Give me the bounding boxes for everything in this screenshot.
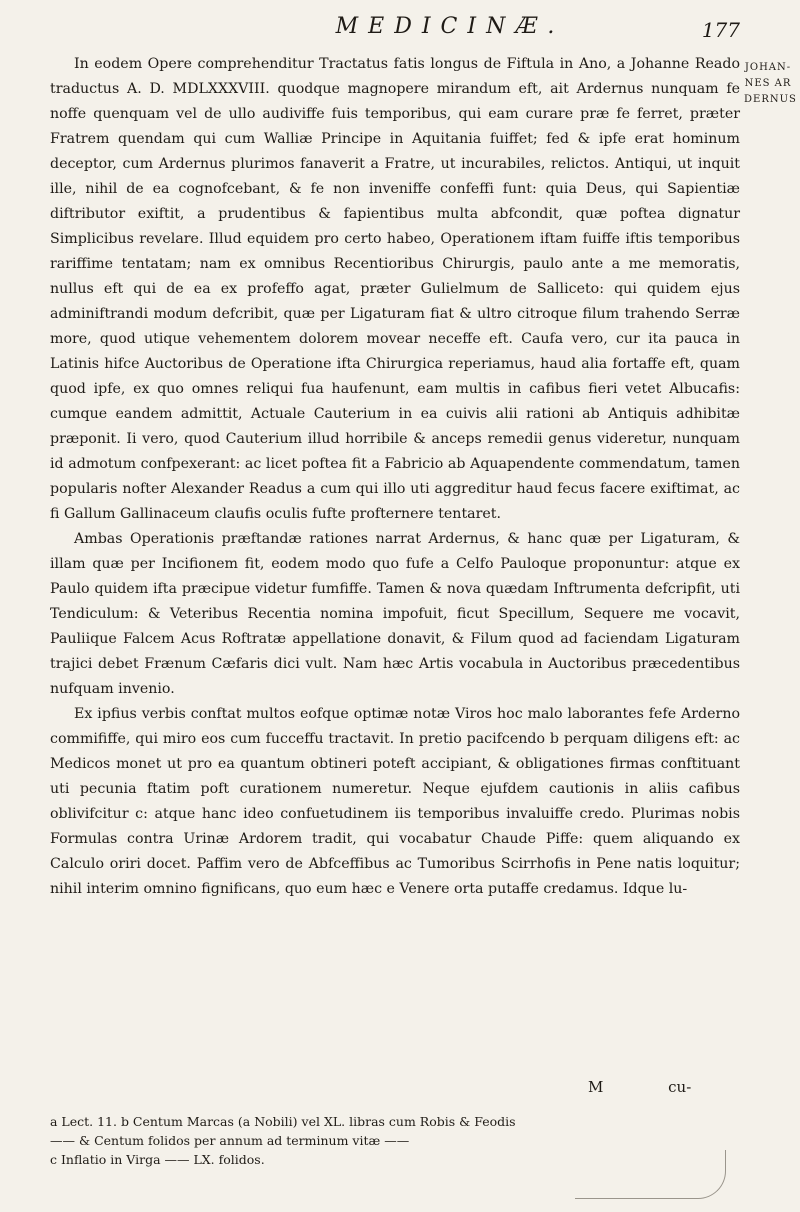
footnote: a Lect. 11. b Centum Marcas (a Nobili) vel XL. libras cum Robis & Feodis [50, 1114, 516, 1129]
margin-note-line: JOHAN- [744, 62, 792, 73]
page-number: 177 [701, 18, 740, 42]
footnote: —— & Centum folidos per annum ad terminum vitæ —— [50, 1133, 410, 1148]
running-title: MEDICINÆ. [335, 14, 565, 39]
paragraph: Ambas Operationis præftandæ rationes narrat Ardernus, & hanc quæ per Ligaturam, & illam quæ per Incifionem fit, eodem modo quo fufe a Celfo Pauloque proponuntur: atque ex Paulo quidem ifta præcipue videtur fumfiffe. Tamen & nova quædam Inftrumenta defcripfit, uti Tendiculum: & Veteribus Recentia nomina impofuit, ficut Specillum, Sequere me vocavit, Pauliique Falcem Acus Roftratæ appellatione donavit, & Filum quod ad faciendam Ligaturam trajici debet Frænum Cæfaris dici vult. Nam hæc Artis vocabula in Auctoribus præcedentibus nufquam invenio. [50, 531, 740, 697]
margin-note-line: DERNUS [744, 94, 797, 105]
margin-note [744, 60, 797, 108]
paragraph: In eodem Opere comprehenditur Tractatus fatis longus de Fiftula in Ano, a Johanne Reado traductus A. D. MDLXXXVIII. quodque magnopere mirandum eft, ait Ardernus nunquam fe noffe quenquam vel de ullo audiviffe fuis temporibus, qui eam curare præ fe ferret, præter Fratrem quendam qui cum Walliæ Principe in Aquitania fuiffet; fed & ipfe erat hominum deceptor, cum Ardernus plurimos fanaverit a Fratre, ut incurabiles, relictos. Antiqui, ut inquit ille, nihil de ea cognofcebant, & fe non inveniffe confeffi funt: quia Deus, qui Sapientiæ diftributor exiftit, a prudentibus & fapientibus multa abfcondit, quæ poftea dignatur Simplicibus revelare. Illud equidem pro certo habeo, Operationem iftam fuiffe iftis temporibus rariffime tentatam; nam ex omnibus Recentioribus Chirurgis, paulo ante a me memoratis, nullus eft qui de ea ex profeffo agat, præter Gulielmum de Salliceto: qui quidem ejus adminiftrandi modum defcribit, quæ per Ligaturam fiat & ultro citroque filum trahendo Serræ more, quod utique vehementem dolorem movear neceffe eft. Caufa vero, cur ita pauca in Latinis hifce Auctoribus de Operatione ifta Chirurgica reperiamus, haud alia fortaffe eft, quam quod ipfe, ex quo omnes reliqui fua haufenunt, eam multis in cafibus fieri vetet Albucafis: cumque eandem admittit, Actuale Cauterium in ea cuivis alii rationi ab Antiquis adhibitæ præponit. Ii vero, quod Cauterium illud horribile & anceps remedii genus videretur, nunquam id admotum confpexerant: ac licet poftea fit a Fabricio ab Aquapendente commendatum, tamen popularis nofter Alexander Readus a cum qui illo uti aggreditur haud fecus facere exiftimat, ac fi Gallum Gallinaceum claufis oculis fufte profternere tentaret. [50, 56, 740, 522]
signature-mark: M [588, 1078, 604, 1096]
catchword [588, 1078, 691, 1096]
body-text [50, 52, 740, 902]
page-corner-curl [575, 1150, 726, 1199]
catchword-text: cu- [668, 1078, 692, 1096]
paragraph: Ex ipfius verbis conftat multos eofque optimæ notæ Viros hoc malo laborantes fefe Arderno commififfe, qui miro eos cum fucceffu tractavit. In pretio pacifcendo b perquam diligens eft: ac Medicos monet ut pro ea quantum obtineri poteft accipiant, & obligationes firmas conftituant uti pecunia ftatim poft curationem numeretur. Neque ejufdem cautionis in aliis cafibus oblivifcitur c: atque hanc ideo confuetudinem iis temporibus invaluiffe credo. Plurimas nobis Formulas contra Urinæ Ardorem tradit, qui vocabatur Chaude Piffe: quem aliquando ex Calculo oriri docet. Paffim vero de Abfceffibus ac Tumoribus Scirrhofis in Pene natis loquitur; nihil interim omnino fignificans, quo eum hæc e Venere orta putaffe credamus. Idque lu- [50, 706, 740, 897]
footnote: c Inflatio in Virga —— LX. folidos. [50, 1152, 265, 1167]
margin-note-line: NES AR [744, 78, 792, 89]
